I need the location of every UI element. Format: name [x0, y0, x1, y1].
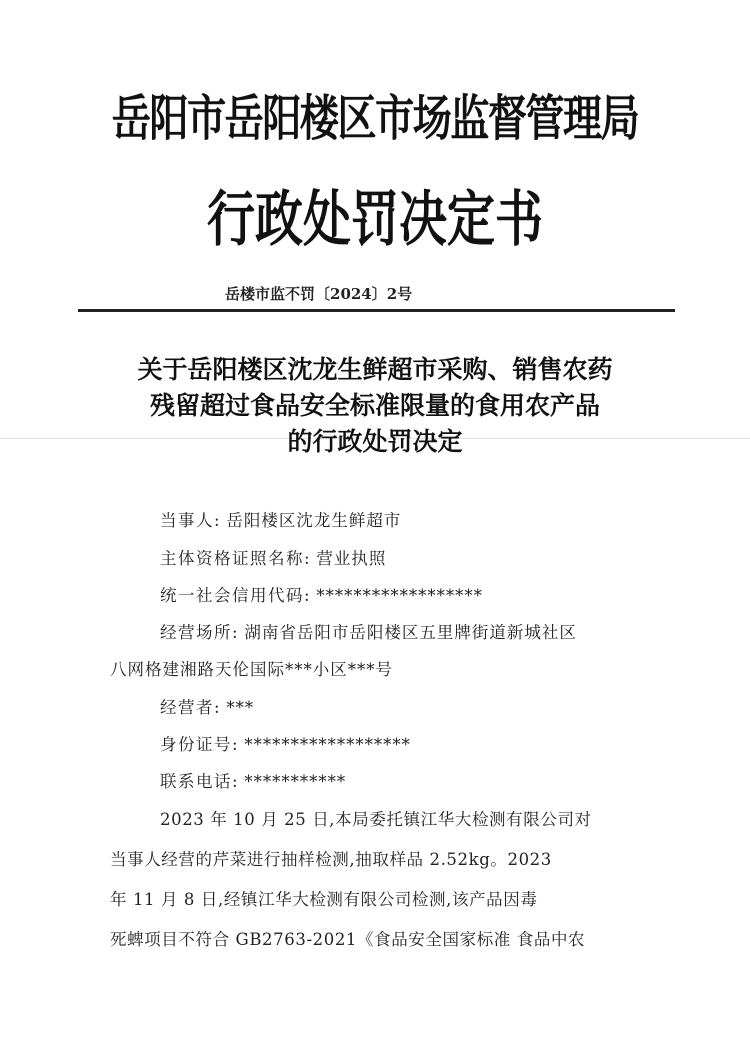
credit-code-label: 统一社会信用代码:: [160, 586, 312, 605]
party-field: [160, 510, 401, 532]
document-type-title: 行政处罚决定书: [207, 185, 543, 255]
operator-label: 经营者:: [160, 698, 222, 717]
body-paragraph-line: 当事人经营的芹菜进行抽样检测,抽取样品 2.52kg。2023: [110, 850, 552, 869]
address-field: [160, 622, 577, 644]
license-name-field: [160, 548, 386, 570]
subject-title: [100, 352, 650, 460]
body-paragraph-line: 年 11 月 8 日,经镇江华大检测有限公司检测,该产品因毒: [110, 890, 538, 909]
party-label: 当事人:: [160, 511, 222, 530]
phone-value: ***********: [244, 772, 347, 791]
body-paragraph-line: 2023 年 10 月 25 日,本局委托镇江华大检测有限公司对: [160, 810, 592, 829]
subject-title-line: 的行政处罚决定: [287, 427, 463, 456]
id-number-label: 身份证号:: [160, 735, 240, 754]
address-label: 经营场所:: [160, 623, 240, 642]
license-name-label: 主体资格证照名称:: [160, 549, 312, 568]
issuing-agency: 岳阳市岳阳楼区市场监督管理局: [111, 90, 639, 147]
id-number-value: ******************: [244, 735, 411, 754]
document-number: 岳楼市监不罚〔2024〕2号: [225, 285, 413, 303]
id-number-field: [160, 734, 411, 756]
license-name-value: 营业执照: [316, 549, 387, 568]
operator-value: ***: [226, 698, 255, 717]
operator-field: [160, 697, 254, 719]
header-divider: [78, 309, 675, 312]
address-value-line1: 湖南省岳阳市岳阳楼区五里牌街道新城社区: [244, 623, 577, 642]
credit-code-field: [160, 585, 483, 607]
subject-title-line: 残留超过食品安全标准限量的食用农产品: [149, 391, 600, 420]
phone-label: 联系电话:: [160, 772, 240, 791]
credit-code-value: ******************: [316, 586, 483, 605]
party-value: 岳阳楼区沈龙生鲜超市: [226, 511, 402, 530]
subject-title-line: 关于岳阳楼区沈龙生鲜超市采购、销售农药: [137, 355, 613, 384]
address-continuation: [110, 659, 393, 681]
body-paragraph-line: 死蜱项目不符合 GB2763-2021《食品安全国家标准 食品中农: [110, 930, 586, 949]
address-value-line2: 八网格建湘路天伦国际***小区***号: [110, 660, 393, 679]
phone-field: [160, 771, 346, 793]
